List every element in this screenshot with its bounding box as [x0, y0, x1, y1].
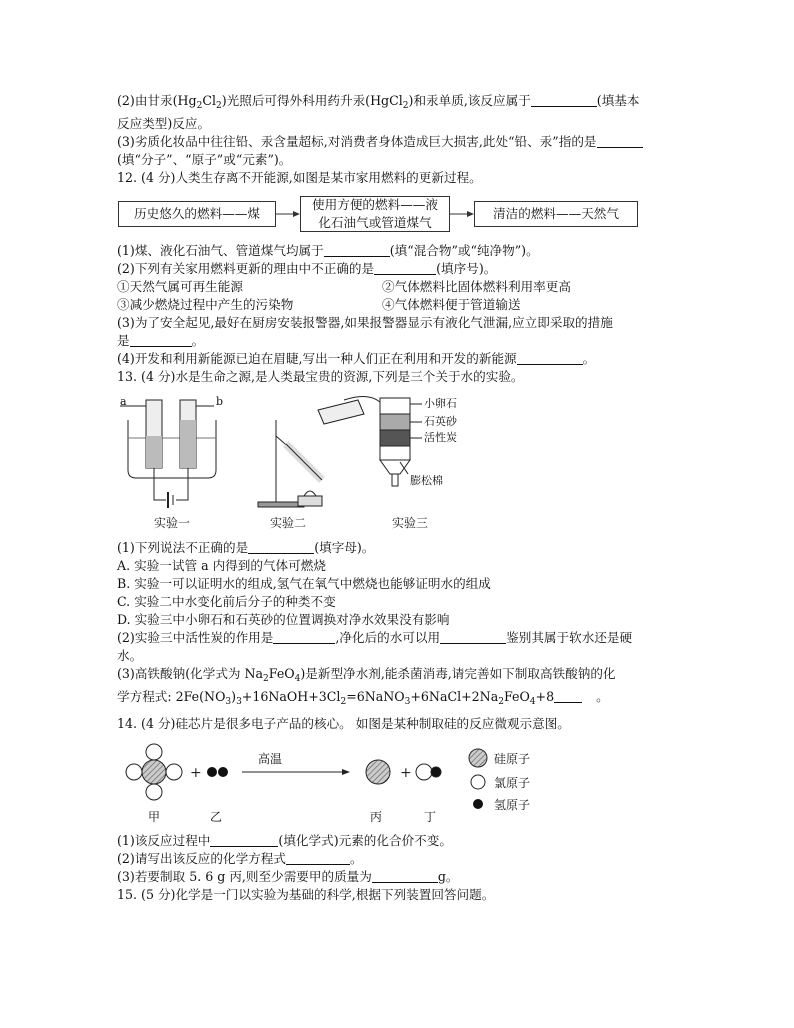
- funnel-outlet: [380, 460, 410, 474]
- answer-blank[interactable]: [372, 870, 438, 883]
- atom-si: [366, 760, 390, 784]
- chemical-equation: 学方程式: $2Fe(NO_3)_3+16NaOH+3Cl_2=6NaNO_3+6NaCl+2Na_2FeO_4+8$ 。: [117, 689, 609, 707]
- label-ding: 丁: [424, 810, 437, 824]
- q11-part3-line2: (填“分子”、“原子”或“元素”)。: [117, 152, 292, 167]
- answer-blank[interactable]: [554, 690, 582, 703]
- option-1: ①天然气属可再生能源: [117, 279, 243, 294]
- flow-box-natural-gas: 清洁的燃料——天然气: [474, 201, 638, 227]
- flow-box-coal: 历史悠久的燃料——煤: [118, 201, 276, 227]
- caption-experiment-3: 实验三: [392, 516, 429, 530]
- legend-h: 氢原子: [494, 798, 531, 812]
- stand-base: [258, 502, 304, 507]
- pebble-layer: [380, 398, 410, 414]
- label-a: a: [120, 395, 127, 408]
- label-b: b: [216, 395, 224, 408]
- option-3: ③减少燃烧过程中产生的污染物: [117, 297, 294, 312]
- answer-blank[interactable]: [517, 352, 583, 365]
- option-4: ④气体燃料便于管道输送: [382, 297, 521, 312]
- molecule-sicl4: [126, 744, 182, 800]
- answer-blank[interactable]: [210, 834, 278, 847]
- q12-options-row1: [117, 278, 682, 296]
- answer-blank[interactable]: [597, 135, 643, 148]
- answer-blank[interactable]: [248, 541, 314, 554]
- q11-part3-line1: (3)劣质化妆品中往往铅、汞含量超标,对消费者身体造成巨大损害,此处“铅、汞”指的是: [117, 133, 682, 151]
- water-experiments-figure: [118, 392, 468, 532]
- label-yi: 乙: [210, 810, 223, 824]
- cotton-layer: [380, 446, 410, 460]
- layer-label-pebble: 小卵石: [424, 397, 457, 410]
- answer-blank[interactable]: [286, 852, 350, 865]
- legend-cl-icon: [471, 775, 485, 789]
- q12-options-row2: [117, 296, 682, 314]
- flame-icon: [304, 491, 316, 496]
- answer-blank[interactable]: [273, 631, 335, 644]
- reaction-micro-figure: [118, 742, 558, 824]
- q13-questions: (1)下列说法不正确的是 (填字母)。 A. 实验一试管 a 内得到的气体可燃烧 B. 实验一可以证明水的组成,氢气在氧气中燃烧也能够证明水的组成 C. 实验二中水变化前后分子的种类不变 D. 实验三中小卵石和石英砂的位置调换对净水效果没有影响 (2)实验三中活性炭的作用是 ,净化后的水可以用 鉴别其属于软水还是硬 水。 (3)高铁酸钠(化学式为 $Na_2FeO_4$)是新型净水剂,能杀菌消毒,请完善如下制取高铁酸钠的化 学方程式: $2Fe(NO_3)_3+16NaOH+3Cl_2=6NaNO_3+6NaCl+2Na_2FeO_4+8$ 。 14. (4 分)硅芯片是很多电子产品的核心。 如图是某种制取硅的反应微观示意图。: [117, 539, 682, 733]
- beaker: [128, 420, 216, 478]
- plus-icon: +: [190, 765, 202, 781]
- hand: [344, 396, 380, 402]
- answer-blank[interactable]: [324, 244, 390, 257]
- caption-experiment-1: 实验一: [154, 516, 191, 530]
- layer-label-activated-carbon: 活性炭: [424, 431, 457, 444]
- outlet-tube: [392, 474, 398, 486]
- option-a: A. 实验一试管 a 内得到的气体可燃烧: [117, 558, 326, 573]
- legend-si: 硅原子: [494, 752, 531, 766]
- flow-arrows: [118, 196, 638, 232]
- experiment-1-electrolysis: [120, 400, 216, 508]
- fuel-flow-diagram: [118, 196, 638, 232]
- legend-cl: 氯原子: [494, 776, 531, 790]
- legend-si-icon: [469, 749, 487, 767]
- circuit-wire: [176, 488, 188, 500]
- label-bing: 丙: [370, 810, 383, 824]
- question-text: [117, 92, 682, 187]
- experiment-illustration: [118, 392, 468, 532]
- glass-plate: [318, 400, 364, 424]
- q13-title: 13. (4 分)水是生命之源,是人类最宝贵的资源,下列是三个关于水的实验。: [117, 369, 524, 384]
- answer-blank[interactable]: [531, 94, 597, 107]
- option-b: B. 实验一可以证明水的组成,氢气在氧气中燃烧也能够证明水的组成: [117, 576, 491, 591]
- layer-label-quartz-sand: 石英砂: [424, 415, 457, 428]
- arrow-icon: [293, 211, 300, 217]
- reaction-diagram: [118, 742, 558, 824]
- molecule-hcl: [416, 764, 441, 780]
- circuit-wire: [154, 488, 166, 500]
- answer-blank[interactable]: [440, 631, 506, 644]
- flow-box-lpg: 使用方便的燃料——液化石油气或管道煤气: [300, 196, 450, 232]
- activated-carbon-layer: [380, 430, 410, 446]
- caption-experiment-2: 实验二: [270, 516, 307, 530]
- legend-h-icon: [473, 799, 483, 809]
- molecule-h2: [207, 767, 228, 777]
- answer-blank[interactable]: [130, 334, 192, 347]
- label-jia: 甲: [148, 810, 161, 824]
- q11-part2-line2: 反应类型)反应。: [117, 116, 211, 131]
- answer-blank[interactable]: [374, 262, 436, 275]
- layer-label-cotton: 膨松棉: [410, 474, 443, 487]
- experiment-2-heating: [258, 396, 380, 507]
- q12-questions: (1)煤、液化石油气、管道煤气均属于 (填“混合物”或“纯净物”)。 (2)下列有关家用燃料更新的理由中不正确的是 (填序号)。 ①天然气属可再生能源 ②气体燃料比固体燃料利用率更高 ③减少燃烧过程中产生的污染物 ④气体燃料便于管道输送 (3)为了安全起见,最好在厨房安装报警器,如果报警器显示有液化气泄漏,应立即采取的措施 是 。 (4)开发和利用新能源已迫在眉睫,写出一种人们正在利用和开发的新能源 。 13. (4 分)水是生命之源,是人类最宝贵的资源,下列是三个关于水的实验。: [117, 242, 682, 386]
- quartz-sand-layer: [380, 414, 410, 430]
- option-2: ②气体燃料比固体燃料利用率更高: [382, 279, 571, 294]
- arrow-icon: [342, 769, 350, 775]
- alcohol-lamp: [298, 496, 322, 506]
- arrow-icon: [467, 211, 474, 217]
- q11-part2-line1: (2)由甘汞$(Hg_2Cl_2)$光照后可得外科用药升汞(HgCl$_2$)和汞单质,该反应属于 (填基本: [117, 93, 640, 111]
- option-d: D. 实验三中小卵石和石英砂的位置调换对净水效果没有影响: [117, 612, 450, 627]
- q14-title: 14. (4 分)硅芯片是很多电子产品的核心。 如图是某种制取硅的反应微观示意图。: [117, 716, 570, 731]
- q12-title: 12. (4 分)人类生存离不开能源,如图是某市家用燃料的更新过程。: [117, 170, 482, 185]
- q14-questions: (1)该反应过程中 (填化学式)元素的化合价不变。 (2)请写出该反应的化学方程式 。 (3)若要制取 5. 6 g 丙,则至少需要甲的质量为 g。 15. (5 分)化学是一门以实验为基础的科学,根据下列装置回答问题。: [117, 832, 682, 904]
- plus-icon: +: [400, 765, 412, 781]
- q15-title: 15. (5 分)化学是一门以实验为基础的科学,根据下列装置回答问题。: [117, 887, 495, 902]
- reaction-condition: 高温: [258, 752, 283, 766]
- option-c: C. 实验二中水变化前后分子的种类不变: [117, 594, 336, 609]
